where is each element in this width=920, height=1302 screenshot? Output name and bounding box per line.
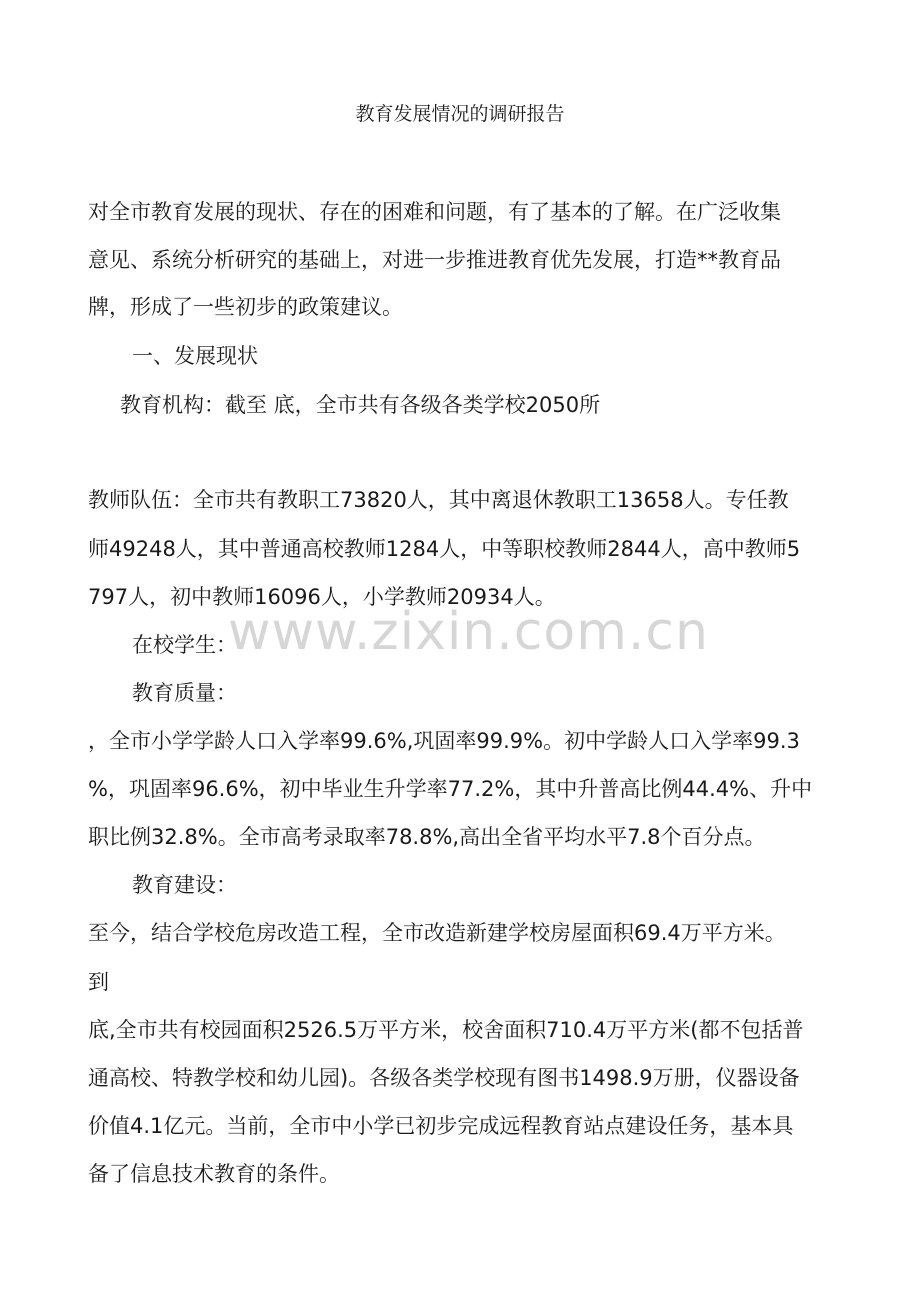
paragraph-line: 到 [88, 970, 109, 994]
subheading-quality: 教育质量： [132, 681, 237, 705]
paragraph-line: 教师队伍：全市共有教职工73820人，其中离退休教职工13658人。专任教 [88, 488, 789, 512]
paragraph-line: %，巩固率96.6%，初中毕业生升学率77.2%，其中升普高比例44.4%、升中 [88, 777, 813, 801]
paragraph-line: 至今，结合学校危房改造工程，全市改造新建学校房屋面积69.4万平方米。 [88, 921, 786, 945]
paragraph-line: 797人，初中教师16096人，小学教师20934人。 [88, 585, 556, 609]
paragraph-line: 对全市教育发展的现状、存在的困难和问题，有了基本的了解。在广泛收集 [88, 200, 781, 224]
paragraph-line: 底,全市共有校园面积2526.5万平方米，校舍面积710.4万平方米(都不包括普 [88, 1018, 804, 1042]
paragraph-line: 价值4.1亿元。当前，全市中小学已初步完成远程教育站点建设任务，基本具 [88, 1114, 794, 1138]
watermark: www.zixin.com.cn [228, 602, 709, 662]
paragraph-line: 职比例32.8%。全市高考录取率78.8%,高出全省平均水平7.8个百分点。 [88, 825, 766, 849]
subheading-construction: 教育建设： [132, 873, 237, 897]
document-title: 教育发展情况的调研报告 [355, 103, 565, 125]
subheading-students: 在校学生： [132, 633, 237, 657]
paragraph-line: ，全市小学学龄人口入学率99.6%,巩固率99.9%。初中学龄人口入学率99.3 [88, 729, 800, 753]
paragraph-line: 牌，形成了一些初步的政策建议。 [88, 295, 403, 319]
paragraph-line: 教育机构：截至 底，全市共有各级各类学校2050所 [120, 393, 601, 417]
paragraph-line: 通高校、特教学校和幼儿园)。各级各类学校现有图书1498.9万册，仪器设备 [88, 1066, 800, 1090]
paragraph-line: 意见、系统分析研究的基础上，对进一步推进教育优先发展，打造**教育品 [88, 248, 781, 272]
section-heading: 一、发展现状 [132, 344, 258, 368]
paragraph-line: 师49248人，其中普通高校教师1284人，中等职校教师2844人，高中教师5 [88, 537, 801, 561]
paragraph-line: 备了信息技术教育的条件。 [88, 1162, 340, 1186]
